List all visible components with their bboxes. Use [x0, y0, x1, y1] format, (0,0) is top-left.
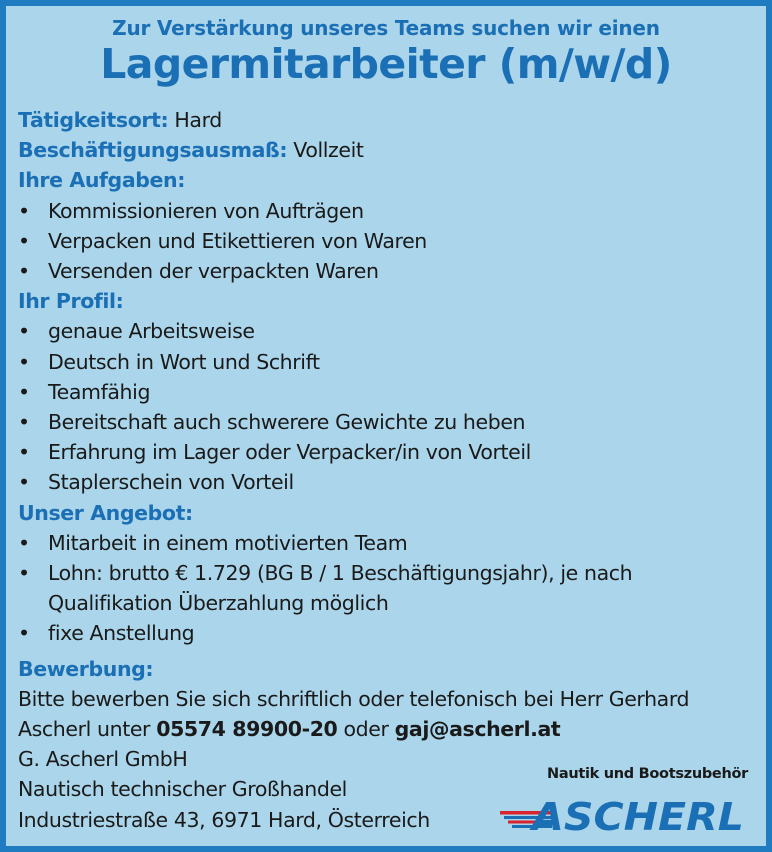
extent-label: Beschäftigungsausmaß:	[18, 138, 288, 163]
list-item	[18, 437, 758, 467]
logo-wordmark: ASCHERL	[528, 795, 744, 834]
profile-item: Staplerschein von Vorteil	[48, 470, 294, 495]
offer-heading: Unser Angebot:	[18, 500, 193, 525]
task-item: Versenden der verpackten Waren	[48, 259, 379, 284]
profile-item: Erfahrung im Lager oder Verpacker/in von Vorteil	[48, 440, 531, 465]
contact-middle: oder	[337, 717, 395, 742]
bullet: •	[18, 410, 30, 435]
list-item	[18, 377, 758, 407]
profile-item: Deutsch in Wort und Schrift	[48, 349, 320, 374]
list-item	[18, 467, 758, 497]
bullet: •	[18, 440, 30, 465]
profile-item: Teamfähig	[48, 379, 151, 404]
list-item	[18, 558, 758, 588]
list-item	[18, 618, 758, 648]
extent-value: Vollzeit	[293, 138, 364, 163]
offer-item-continuation: Qualifikation Überzahlung möglich	[48, 591, 389, 616]
list-item	[18, 347, 758, 377]
bullet: •	[18, 319, 30, 344]
tasks-heading: Ihre Aufgaben:	[18, 168, 186, 193]
list-item	[18, 316, 758, 346]
bullet: •	[18, 349, 30, 374]
bullet: •	[18, 621, 30, 646]
location-value: Hard	[174, 108, 222, 132]
intro-line: Zur Verstärkung unseres Teams suchen wir einen	[112, 16, 660, 40]
ad-body	[18, 105, 758, 835]
email-link[interactable]: gaj@ascherl.at	[394, 717, 561, 742]
bullet: •	[18, 530, 30, 555]
application-contact-row	[18, 714, 758, 744]
profile-item: Bereitschaft auch schwerere Gewichte zu heben	[48, 410, 526, 435]
job-ad	[6, 6, 766, 846]
company-name: G. Ascherl GmbH	[18, 747, 188, 772]
logo-wordmark-graphic	[496, 788, 748, 834]
task-item: Kommissionieren von Aufträgen	[48, 198, 364, 223]
list-item	[18, 256, 758, 286]
phone-number[interactable]: 05574 89900-20	[156, 717, 338, 742]
task-item: Verpacken und Etikettieren von Waren	[48, 228, 427, 253]
logo-tagline: Nautik und Bootszubehör	[547, 766, 748, 782]
company-address: Industriestraße 43, 6971 Hard, Österreich	[18, 807, 430, 832]
list-item	[18, 407, 758, 437]
application-text: Bitte bewerben Sie sich schriftlich oder telefonisch bei Herr Gerhard	[18, 686, 690, 711]
bullet: •	[18, 259, 30, 284]
offer-item: Mitarbeit in einem motivierten Team	[48, 530, 408, 555]
bullet: •	[18, 379, 30, 404]
application-heading: Bewerbung:	[18, 656, 154, 681]
bullet: •	[18, 198, 30, 223]
location-row	[18, 105, 758, 135]
offer-item: Lohn: brutto € 1.729 (BG B / 1 Beschäftigungsjahr), je nach	[48, 561, 633, 586]
list-item	[18, 196, 758, 226]
extent-row	[18, 135, 758, 165]
bullet: •	[18, 561, 30, 586]
company-logo	[496, 766, 748, 836]
location-label: Tätigkeitsort:	[18, 108, 169, 132]
job-title: Lagermitarbeiter (m/w/d)	[100, 40, 672, 88]
profile-heading: Ihr Profil:	[18, 289, 124, 314]
bullet: •	[18, 470, 30, 495]
list-item	[18, 528, 758, 558]
offer-item: fixe Anstellung	[48, 621, 195, 646]
list-item	[18, 226, 758, 256]
contact-prefix: Ascherl unter	[18, 717, 157, 742]
profile-item: genaue Arbeitsweise	[48, 319, 255, 344]
bullet: •	[18, 228, 30, 253]
company-description: Nautisch technischer Großhandel	[18, 777, 347, 802]
